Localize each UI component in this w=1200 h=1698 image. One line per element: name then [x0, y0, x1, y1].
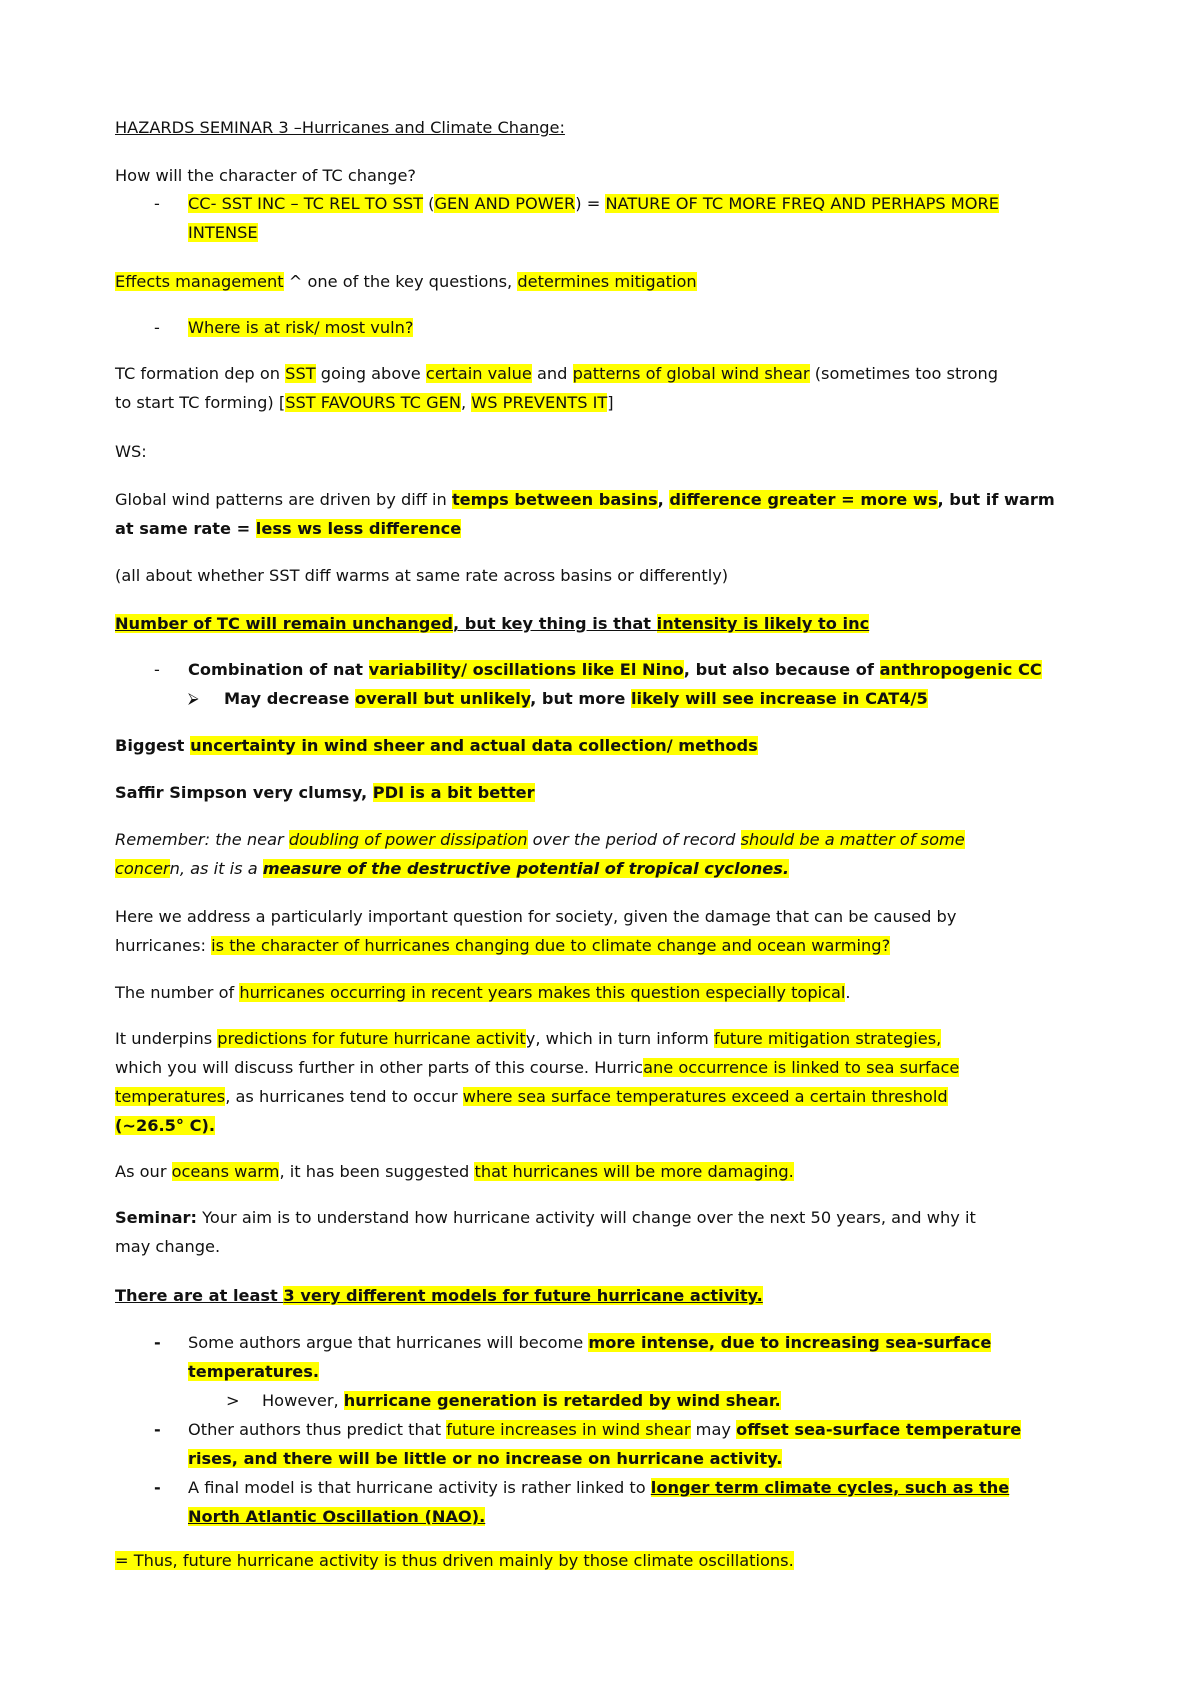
highlight: measure of the destructive potential of tropical cyclones.: [262, 859, 789, 878]
highlight: ane occurrence is linked to sea surface: [643, 1058, 960, 1077]
highlight: difference greater = more ws: [669, 490, 938, 509]
bullet-marker: -: [154, 1420, 161, 1439]
text-run: may: [690, 1420, 737, 1439]
sub-bullet-item: [262, 1386, 1162, 1415]
highlight: North Atlantic Oscillation (NAO).: [188, 1507, 486, 1526]
question-text: How will the character of TC change?: [115, 166, 417, 185]
text-run: Combination of nat: [188, 660, 369, 679]
highlight: CC- SST INC – TC REL TO SST: [188, 194, 423, 213]
highlight: offset sea-surface temperature: [736, 1420, 1022, 1439]
highlight: intensity is likely to inc: [656, 614, 870, 633]
paragraph: [115, 1281, 1105, 1310]
bullet-item: [188, 1415, 1088, 1473]
highlight: future mitigation strategies,: [713, 1029, 942, 1048]
text-run: and: [531, 364, 573, 383]
text-run: (all about whether SST diff warms at same rate across basins or differently): [115, 566, 729, 585]
sub-bullet-item: [224, 684, 1124, 713]
text-run: TC formation dep on: [115, 364, 286, 383]
text-run: hurricanes:: [115, 936, 212, 955]
highlight: temperatures.: [188, 1362, 320, 1381]
bullet-item: [188, 1473, 1088, 1531]
highlight: longer term climate cycles, such as the: [650, 1478, 1010, 1497]
text-run: over the period of record: [527, 830, 741, 849]
highlight: patterns of global wind shear: [572, 364, 810, 383]
bullet-marker: -: [154, 660, 160, 679]
text-run: , but also because of: [683, 660, 880, 679]
gt-bullet-icon: >: [226, 1391, 240, 1410]
title-text: HAZARDS SEMINAR 3 –Hurricanes and Climate Change:: [115, 118, 565, 137]
highlight: Where is at risk/ most vuln?: [188, 318, 414, 337]
text-run: n, as it is a: [169, 859, 263, 878]
highlight: overall but unlikely: [355, 689, 531, 708]
highlight: GEN AND POWER: [434, 194, 576, 213]
bullet-marker: -: [154, 1333, 161, 1352]
highlight: WS PREVENTS IT: [471, 393, 608, 412]
text-run: Remember: the near: [115, 830, 289, 849]
text-run: at same rate =: [115, 519, 256, 538]
text-run: , as hurricanes tend to occur: [225, 1087, 463, 1106]
text-run: , it has been suggested: [279, 1162, 475, 1181]
bullet-item: [188, 1328, 1088, 1386]
highlight: future increases in wind shear: [446, 1420, 691, 1439]
text-run: The number of: [115, 983, 240, 1002]
highlight: hurricanes occurring in recent years makes this question especially topical: [239, 983, 846, 1002]
text-run: Other authors thus predict that: [188, 1420, 447, 1439]
highlight: where sea surface temperatures exceed a certain threshold: [462, 1087, 948, 1106]
paragraph: [115, 561, 1105, 590]
text-run: ) =: [575, 194, 606, 213]
paragraph: [115, 267, 1105, 296]
highlight: more intense, due to increasing sea-surface: [588, 1333, 992, 1352]
highlight: (~26.5° C).: [115, 1116, 216, 1135]
text-run: .: [845, 983, 851, 1002]
highlight: that hurricanes will be more damaging.: [474, 1162, 794, 1181]
text-run: (sometimes too strong: [809, 364, 999, 383]
paragraph: [115, 902, 1105, 960]
highlight: SST FAVOURS TC GEN: [285, 393, 461, 412]
highlight: should be a matter of some: [740, 830, 965, 849]
paragraph: [115, 825, 1105, 883]
text-run: Saffir Simpson very clumsy,: [115, 783, 373, 802]
text-run: ,: [460, 393, 472, 412]
text-run: to start TC forming) [: [115, 393, 286, 412]
bullet-item: [188, 655, 1088, 684]
text-run: ^ one of the key questions,: [283, 272, 518, 291]
paragraph: [115, 609, 1105, 638]
text-run: , but more: [530, 689, 631, 708]
paragraph: [115, 978, 1105, 1007]
text-run: ,: [657, 490, 670, 509]
text-run: , but key thing is that: [452, 614, 657, 633]
highlight: temperatures: [115, 1087, 226, 1106]
question-line: [115, 161, 1105, 190]
paragraph: [115, 1024, 1105, 1140]
section-label: [115, 437, 1105, 466]
text-run: There are at least: [115, 1286, 284, 1305]
bullet-item: [188, 189, 1088, 247]
highlight: = Thus, future hurricane activity is thus driven mainly by those climate oscillations.: [115, 1551, 794, 1570]
paragraph: [115, 1203, 1105, 1261]
text-run: Global wind patterns are driven by diff in: [115, 490, 452, 509]
paragraph: [115, 485, 1105, 543]
highlight: likely will see increase in CAT4/5: [630, 689, 928, 708]
highlight: uncertainty in wind sheer and actual data collection/ methods: [190, 736, 758, 755]
text-run: Your aim is to understand how hurricane activity will change over the next 50 years, and why it: [196, 1208, 976, 1227]
highlight: NATURE OF TC MORE FREQ AND PERHAPS MORE: [605, 194, 999, 213]
highlight: concer: [115, 859, 170, 878]
highlight: SST: [285, 364, 316, 383]
highlight: predictions for future hurricane activit: [217, 1029, 526, 1048]
text-run: Some authors argue that hurricanes will become: [188, 1333, 589, 1352]
highlight: anthropogenic CC: [879, 660, 1042, 679]
text-run: It underpins: [115, 1029, 218, 1048]
text-run: Here we address a particularly important question for society, given the damage that can be caused by: [115, 907, 957, 926]
highlight: is the character of hurricanes changing due to climate change and ocean warming?: [211, 936, 891, 955]
highlight: 3 very different models for future hurricane activity.: [283, 1286, 763, 1305]
highlight: less ws less difference: [255, 519, 462, 538]
text-run: As our: [115, 1162, 172, 1181]
highlight: Effects management: [115, 272, 284, 291]
highlight: temps between basins: [451, 490, 658, 509]
highlight: variability/ oscillations like El Nino: [368, 660, 684, 679]
arrow-bullet-icon: ⮚: [188, 689, 199, 707]
highlight: PDI is a bit better: [372, 783, 535, 802]
highlight: certain value: [425, 364, 532, 383]
document-title: [115, 113, 1105, 142]
paragraph: [115, 778, 1105, 807]
text-run: y, which in turn inform: [525, 1029, 714, 1048]
highlight: doubling of power dissipation: [288, 830, 528, 849]
ws-label: WS:: [115, 442, 147, 461]
highlight: hurricane generation is retarded by wind shear.: [343, 1391, 781, 1410]
text-run: (: [423, 194, 435, 213]
text-run: A final model is that hurricane activity is rather linked to: [188, 1478, 651, 1497]
paragraph: [115, 1157, 1105, 1186]
text-run: may change.: [115, 1237, 221, 1256]
text-run: Biggest: [115, 736, 191, 755]
text-run: which you will discuss further in other parts of this course. Hurric: [115, 1058, 644, 1077]
highlight: rises, and there will be little or no increase on hurricane activity.: [188, 1449, 783, 1468]
text-run: , but if warm: [937, 490, 1055, 509]
text-run: going above: [315, 364, 426, 383]
paragraph: [115, 1546, 1105, 1575]
bullet-item: [188, 313, 1088, 342]
bullet-marker: -: [154, 318, 160, 337]
paragraph: [115, 731, 1105, 760]
text-run: May decrease: [224, 689, 356, 708]
text-run: However,: [262, 1391, 344, 1410]
text-run: ]: [607, 393, 614, 412]
bullet-marker: -: [154, 1478, 161, 1497]
highlight: Number of TC will remain unchanged: [115, 614, 453, 633]
highlight: oceans warm: [171, 1162, 280, 1181]
highlight: INTENSE: [188, 223, 258, 242]
highlight: determines mitigation: [517, 272, 697, 291]
paragraph: [115, 359, 1105, 417]
seminar-label: Seminar:: [115, 1208, 197, 1227]
bullet-marker: -: [154, 194, 160, 213]
